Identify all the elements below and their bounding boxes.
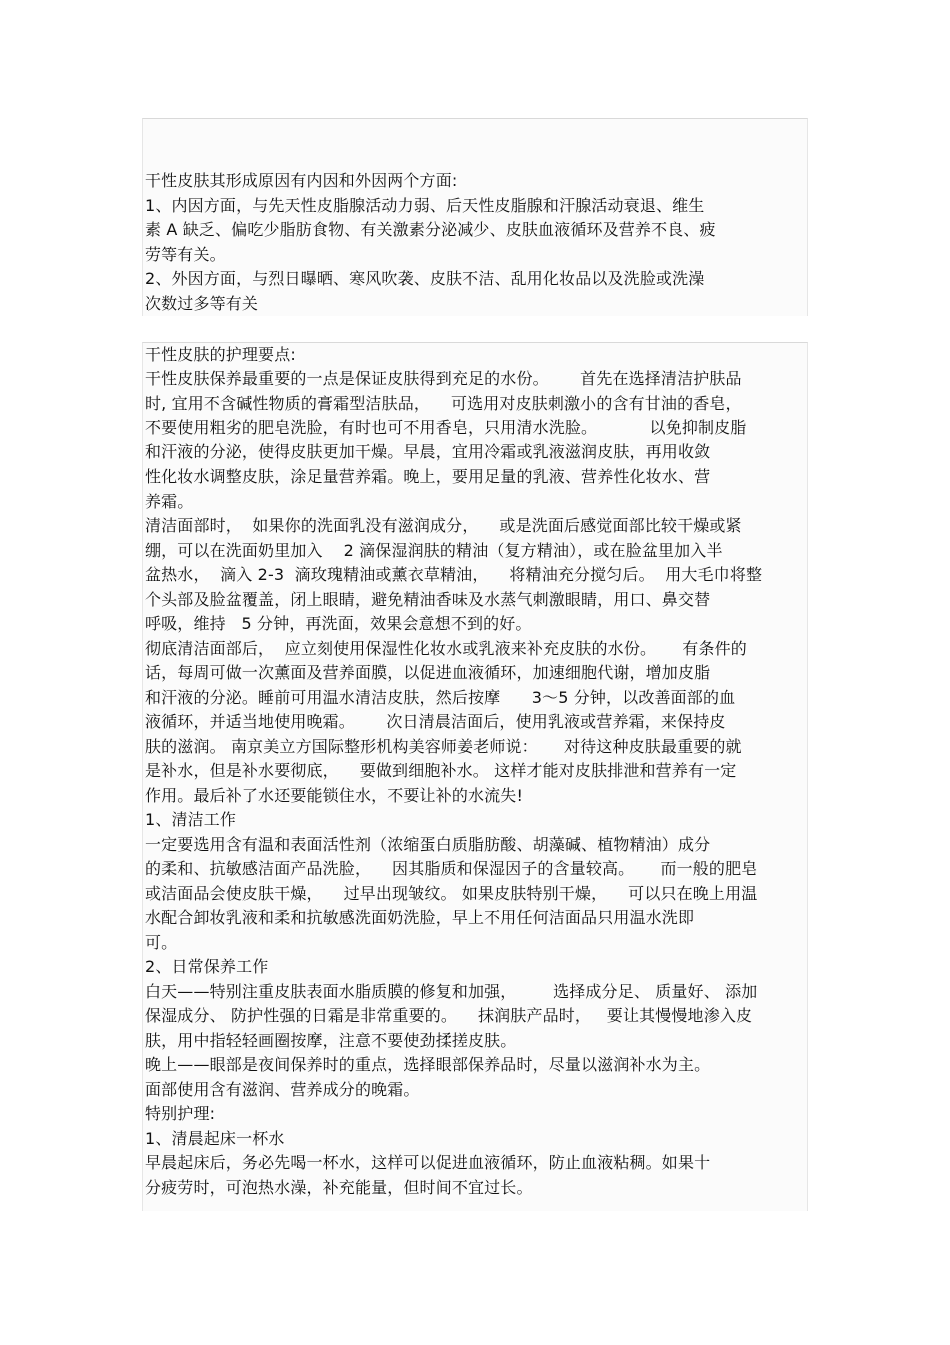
text-line: 清洁面部时， 如果你的洗面乳没有滋润成分， 或是洗面后感觉面部比较干燥或紧 bbox=[145, 516, 742, 535]
text-line: 可。 bbox=[145, 933, 178, 952]
text-line: 面部使用含有滋润、营养成分的晚霜。 bbox=[145, 1080, 420, 1099]
subheading: 1、清洁工作 bbox=[145, 810, 237, 829]
subheading: 1、清晨起床一杯水 bbox=[145, 1129, 285, 1148]
text-line: 素 A 缺乏、偏吃少脂肪食物、有关激素分泌减少、皮肤血液循环及营养不良、疲 bbox=[145, 220, 716, 239]
text-line: 一定要选用含有温和表面活性剂（浓缩蛋白质脂肪酸、胡藻碱、植物精油）成分 bbox=[145, 835, 711, 854]
text-line: 或洁面品会使皮肤干燥， 过早出现皱纹。 如果皮肤特别干燥， 可以只在晚上用温 bbox=[145, 884, 758, 903]
text-line: 绷，可以在洗面奶里加入 2 滴保湿润肤的精油（复方精油），或在脸盆里加入半 bbox=[145, 541, 723, 560]
text-line: 作用。最后补了水还要能锁住水，不要让补的水流失! bbox=[145, 786, 524, 805]
subheading: 2、日常保养工作 bbox=[145, 957, 269, 976]
text-line: 和汗液的分泌。睡前可用温水清洁皮肤，然后按摩 3～5 分钟，以改善面部的血 bbox=[145, 688, 736, 707]
subheading: 特别护理: bbox=[145, 1104, 216, 1123]
text-line: 早晨起床后，务必先喝一杯水，这样可以促进血液循环，防止血液粘稠。如果十 bbox=[145, 1153, 711, 1172]
text-line: 的柔和、抗敏感洁面产品洗脸， 因其脂质和保湿因子的含量较高。 而一般的肥皂 bbox=[145, 859, 758, 878]
text-line: 晚上——眼部是夜间保养时的重点，选择眼部保养品时，尽量以滋润补水为主。 bbox=[145, 1055, 711, 1074]
text-line: 和汗液的分泌，使得皮肤更加干燥。早晨，宜用冷霜或乳液滋润皮肤，再用收敛 bbox=[145, 442, 711, 461]
section2-heading: 干性皮肤的护理要点: bbox=[145, 345, 296, 364]
text-line: 肤，用中指轻轻画圈按摩，注意不要使劲揉搓皮肤。 bbox=[145, 1031, 517, 1050]
text-line: 时, 宜用不含碱性物质的膏霜型洁肤品， 可选用对皮肤刺激小的含有甘油的香皂， bbox=[145, 394, 742, 413]
care-tips-panel bbox=[142, 342, 808, 1211]
text-line: 呼吸，维持 5 分钟，再洗面，效果会意想不到的好。 bbox=[145, 614, 532, 633]
text-line: 液循环，并适当地使用晚霜。 次日清晨洁面后，使用乳液或营养霜，来保持皮 bbox=[145, 712, 726, 731]
text-line: 水配合卸妆乳液和柔和抗敏感洗面奶洗脸，早上不用任何洁面品只用温水洗即 bbox=[145, 908, 695, 927]
text-line: 保湿成分、 防护性强的日霜是非常重要的。 抹润肤产品时， 要让其慢慢地渗入皮 bbox=[145, 1006, 753, 1025]
text-line: 1、内因方面，与先天性皮脂腺活动力弱、后天性皮脂腺和汗腺活动衰退、维生 bbox=[145, 196, 705, 215]
text-line: 次数过多等有关 bbox=[145, 294, 259, 313]
intro-panel bbox=[142, 118, 808, 316]
text-line: 性化妆水调整皮肤，涂足量营养霜。晚上，要用足量的乳液、营养性化妆水、营 bbox=[145, 467, 711, 486]
text-line: 是补水，但是补水要彻底， 要做到细胞补水。 这样才能对皮肤排泄和营养有一定 bbox=[145, 761, 737, 780]
text-line: 不要使用粗劣的肥皂洗脸，有时也可不用香皂，只用清水洗脸。 以免抑制皮脂 bbox=[145, 418, 747, 437]
text-line: 盆热水， 滴入 2-3 滴玫瑰精油或薰衣草精油， 将精油充分搅匀后。 用大毛巾将整 bbox=[145, 565, 763, 584]
text-line: 养霜。 bbox=[145, 492, 194, 511]
text-line: 2、外因方面，与烈日曝晒、寒风吹袭、皮肤不洁、乱用化妆品以及洗脸或洗澡 bbox=[145, 269, 705, 288]
text-line: 白天——特别注重皮肤表面水脂质膜的修复和加强， 选择成分足、 质量好、 添加 bbox=[145, 982, 758, 1001]
section1-heading: 干性皮肤其形成原因有内因和外因两个方面: bbox=[145, 171, 458, 190]
text-line: 个头部及脸盆覆盖，闭上眼睛，避免精油香味及水蒸气刺激眼睛，用口、鼻交替 bbox=[145, 590, 711, 609]
text-line: 话，每周可做一次薰面及营养面膜，以促进血液循环，加速细胞代谢，增加皮脂 bbox=[145, 663, 711, 682]
text-line: 分疲劳时，可泡热水澡，补充能量，但时间不宜过长。 bbox=[145, 1178, 533, 1197]
text-line: 彻底清洁面部后， 应立刻使用保湿性化妆水或乳液来补充皮肤的水份。 有条件的 bbox=[145, 639, 747, 658]
text-line: 干性皮肤保养最重要的一点是保证皮肤得到充足的水份。 首先在选择清洁护肤品 bbox=[145, 369, 742, 388]
text-line: 肤的滋润。 南京美立方国际整形机构美容师姜老师说： 对待这种皮肤最重要的就 bbox=[145, 737, 742, 756]
text-line: 劳等有关。 bbox=[145, 245, 226, 264]
